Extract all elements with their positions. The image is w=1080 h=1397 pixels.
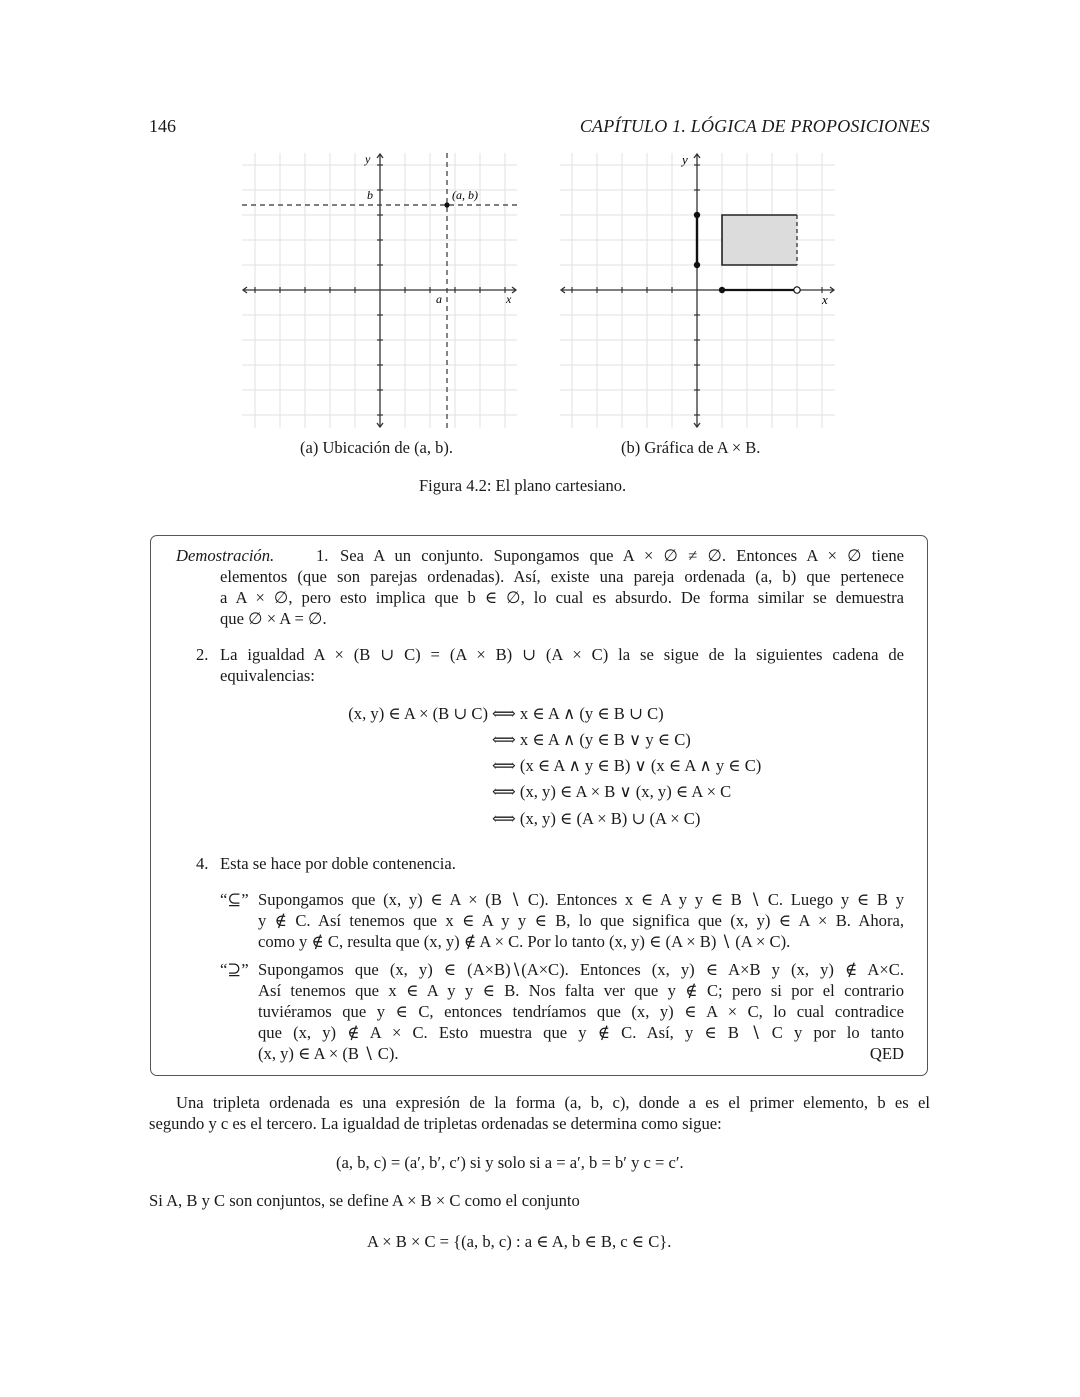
superset-line-5: (x, y) ∈ A × (B ∖ C). bbox=[258, 1044, 399, 1063]
superset-line-1: Supongamos que (x, y) ∈ (A×B)∖(A×C). Entonces (x, y) ∈ A×B y (x, y) ∉ A×C. bbox=[258, 960, 904, 979]
superset-line-4: que (x, y) ∉ A × C. Esto muestra que y ∉ C. Así, y ∈ B ∖ C y por lo tanto bbox=[258, 1023, 904, 1042]
paragraph-1-line-2: segundo y c es el tercero. La igualdad de tripletas ordenadas se determina como sigue: bbox=[149, 1114, 722, 1133]
point-ab-label: (a, b) bbox=[452, 188, 478, 202]
item-1-line-3: a A × ∅, pero esto implica que b ∈ ∅, lo cual es absurdo. De forma similar se demuestra bbox=[220, 588, 904, 607]
item-1-line-4: que ∅ × A = ∅. bbox=[220, 609, 327, 628]
y-axis-label: y bbox=[365, 152, 371, 166]
subset-line-1: Supongamos que (x, y) ∈ A × (B ∖ C). Entonces x ∈ A y y ∈ B ∖ C. Luego y ∈ B y bbox=[258, 890, 904, 909]
x-axis-label: x bbox=[506, 292, 512, 306]
equivalence-row-4: ⟺ (x, y) ∈ A × B ∨ (x, y) ∈ A × C bbox=[492, 782, 732, 801]
equation-triple-product: A × B × C = {(a, b, c) : a ∈ A, b ∈ B, c ∈ C}. bbox=[367, 1232, 672, 1251]
item-1-line-2: elementos (que son parejas ordenadas). Así, existe una pareja ordenada (a, b) que pertenece bbox=[220, 567, 904, 586]
equivalence-row-2: ⟺ x ∈ A ∧ (y ∈ B ∨ y ∈ C) bbox=[492, 730, 691, 749]
item-2-line-1: La igualdad A × (B ∪ C) = (A × B) ∪ (A × C) la se sigue de la siguientes cadena de bbox=[220, 645, 904, 664]
figure-caption: Figura 4.2: El plano cartesiano. bbox=[419, 476, 627, 495]
equivalence-row-1: ⟺ x ∈ A ∧ (y ∈ B ∪ C) bbox=[492, 704, 664, 723]
subset-label: “⊆” bbox=[220, 890, 249, 909]
x-axis-label: x bbox=[822, 292, 828, 307]
b-label: b bbox=[367, 188, 373, 202]
item-1-number: 1. bbox=[316, 546, 329, 565]
y-axis-label: y bbox=[682, 152, 688, 167]
subset-line-2: y ∉ C. Así tenemos que x ∈ A y y ∈ B, lo que significa que (x, y) ∈ A × B. Ahora, bbox=[258, 911, 904, 930]
item-4-intro: Esta se hace por doble contenencia. bbox=[220, 854, 456, 873]
page-number: 146 bbox=[149, 116, 176, 136]
item-2-number: 2. bbox=[196, 645, 209, 664]
figure-b-cartesian-product-graph bbox=[555, 145, 845, 435]
item-2-line-2: equivalencias: bbox=[220, 666, 315, 685]
item-4-number: 4. bbox=[196, 854, 209, 873]
equivalence-lhs: (x, y) ∈ A × (B ∪ C) bbox=[348, 704, 488, 723]
superset-line-3: tuviéramos que y ∈ C, entonces tendríamos que (x, y) ∈ A × C, lo cual contradice bbox=[258, 1002, 904, 1021]
subfigure-b-caption: (b) Gráfica de A × B. bbox=[621, 438, 761, 457]
subset-line-3: como y ∉ C, resulta que (x, y) ∉ A × C. Por lo tanto (x, y) ∈ (A × B) ∖ (A × C). bbox=[258, 932, 791, 951]
running-head: CAPÍTULO 1. LÓGICA DE PROPOSICIONES bbox=[579, 116, 930, 136]
subfigure-a-caption: (a) Ubicación de (a, b). bbox=[300, 438, 454, 457]
equation-tuple-equality: (a, b, c) = (a′, b′, c′) si y solo si a = a′, b = b′ y c = c′. bbox=[336, 1153, 684, 1172]
qed-mark: QED bbox=[869, 1044, 904, 1063]
superset-label: “⊇” bbox=[220, 960, 249, 979]
equivalence-row-3: ⟺ (x ∈ A ∧ y ∈ B) ∨ (x ∈ A ∧ y ∈ C) bbox=[492, 756, 762, 775]
equivalence-row-5: ⟺ (x, y) ∈ (A × B) ∪ (A × C) bbox=[492, 809, 701, 828]
superset-line-2: Así tenemos que x ∈ A y y ∈ B. Nos falta ver que y ∉ C; pero si por el contrario bbox=[258, 981, 904, 1000]
paragraph-1-line-1: Una tripleta ordenada es una expresión de la forma (a, b, c), donde a es el primer elemento, b es el bbox=[176, 1093, 930, 1112]
item-1-line-1: Sea A un conjunto. Supongamos que A × ∅ ≠ ∅. Entonces A × ∅ tiene bbox=[340, 546, 904, 565]
a-label: a bbox=[436, 292, 442, 306]
paragraph-2: Si A, B y C son conjuntos, se define A × B × C como el conjunto bbox=[149, 1191, 580, 1210]
proof-label: Demostración. bbox=[176, 546, 275, 565]
figure-a-cartesian-plane bbox=[235, 145, 525, 435]
